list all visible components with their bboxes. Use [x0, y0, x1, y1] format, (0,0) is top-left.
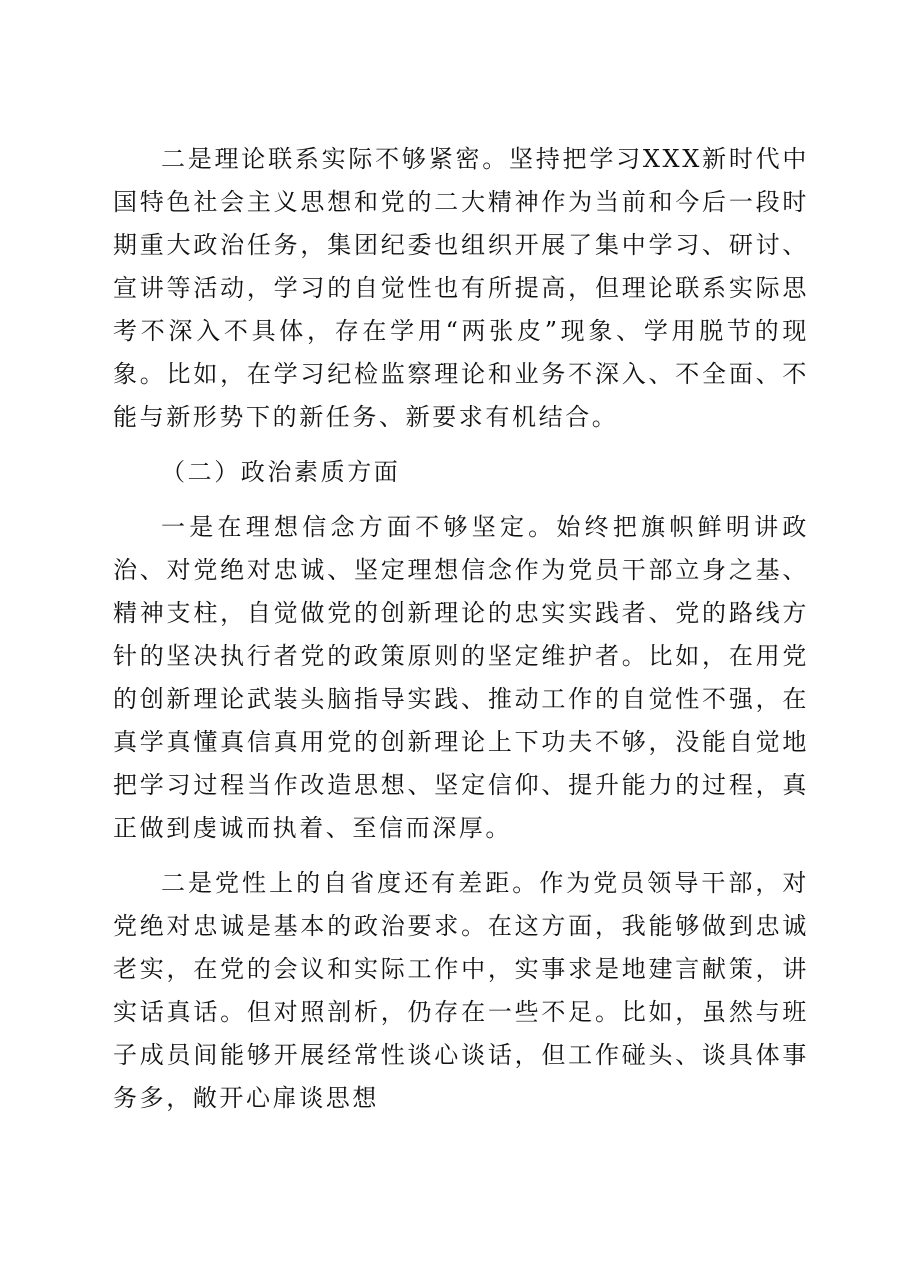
document-body [113, 138, 809, 1120]
paragraph-ideals-belief: 一是在理想信念方面不够坚定。始终把旗帜鲜明讲政治、对党绝对忠诚、坚定理想信念作为党员干部立身之基、精神支柱，自觉做党的创新理论的忠实实践者、党的路线方针的坚决执行者党的政策原则的坚定维护者。比如，在用党的创新理论武装头脑指导实践、推动工作的自觉性不强，在真学真懂真信真用党的创新理论上下功夫不够，没能自觉地把学习过程当作改造思想、坚定信仰、提升能力的过程，真正做到虔诚而执着、至信而深厚。 [113, 513, 809, 842]
paragraph-theory-practice: 二是理论联系实际不够紧密。坚持把学习XXX新时代中国特色社会主义思想和党的二大精神作为当前和今后一段时期重大政治任务，集团纪委也组织开展了集中学习、研讨、宣讲等活动，学习的自觉性也有所提高，但理论联系实际思考不深入不具体，存在学用“两张皮”现象、学用脱节的现象。比如，在学习纪检监察理论和业务不深入、不全面、不能与新形势下的新任务、新要求有机结合。 [113, 145, 809, 431]
paragraph-party-spirit: 二是党性上的自省度还有差距。作为党员领导干部，对党绝对忠诚是基本的政治要求。在这方面，我能够做到忠诚老实，在党的会议和实际工作中，实事求是地建言献策，讲实话真话。但对照剖析，仍存在一些不足。比如，虽然与班子成员间能够开展经常性谈心谈话，但工作碰头、谈具体事务多，敞开心扉谈思想 [113, 869, 809, 1112]
section-heading-political-quality: （二）政治素质方面 [161, 458, 401, 486]
